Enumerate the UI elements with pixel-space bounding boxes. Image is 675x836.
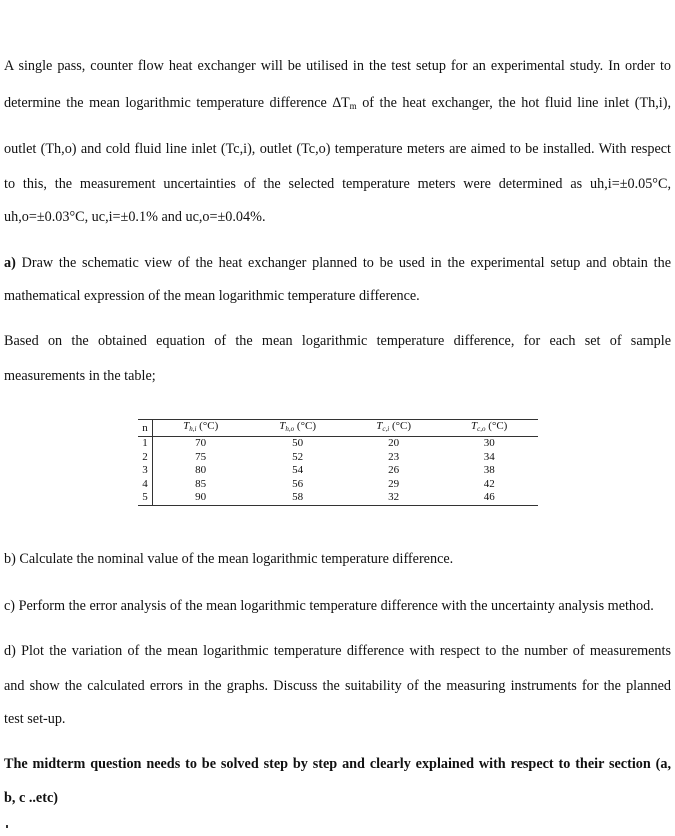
part-a-text: Draw the schematic view of the heat exchanger planned to be used in the experimental setup and obtain the <box>15 255 671 271</box>
intro-line-5: uh,o=±0.03°C, uc,i=±0.1% and uc,o=±0.04%. <box>4 209 266 225</box>
based-on-line-1: Based on the obtained equation of the mean logarithmic temperature difference, for each set of sample <box>4 333 671 349</box>
table-row: 3 80 54 26 38 <box>138 464 538 478</box>
part-a-label: a) <box>4 255 16 271</box>
part-a-line-2: mathematical expression of the mean logarithmic temperature difference. <box>4 288 420 304</box>
part-d-line-2: and show the calculated errors in the graphs. Discuss the suitability of the measuring instruments for the planned <box>4 678 671 694</box>
intro-line-2 <box>4 94 671 115</box>
intro-line-1: A single pass, counter flow heat exchanger will be utilised in the test setup for an experimental study. In order to <box>4 58 671 74</box>
measurement-table <box>138 419 538 506</box>
part-d-line-1: d) Plot the variation of the mean logarithmic temperature difference with respect to the number of measurements <box>4 643 671 659</box>
tm-subscript: m <box>349 101 357 111</box>
table-row: 1 70 50 20 30 <box>138 437 538 451</box>
part-b-line: b) Calculate the nominal value of the mean logarithmic temperature difference. <box>4 551 454 567</box>
part-a-line-1 <box>4 254 671 272</box>
based-on-line-2: measurements in the table; <box>4 368 156 384</box>
part-c-line: c) Perform the error analysis of the mean logarithmic temperature difference with the uncertainty analysis method. <box>4 598 654 614</box>
intro-line-2-a: determine the mean logarithmic temperature difference ∆T <box>4 95 350 111</box>
intro-line-3: outlet (Th,o) and cold fluid line inlet (Tc,i), outlet (Tc,o) temperature meters are aimed to be installed. With respect <box>4 141 671 157</box>
part-d-line-3: test set-up. <box>4 711 66 727</box>
intro-line-4: to this, the measurement uncertainties of the selected temperature meters were determined as uh,i=±0.05°C, <box>4 176 671 192</box>
table-row: 4 85 56 29 42 <box>138 478 538 492</box>
table-header-row <box>138 420 538 437</box>
text-cursor-mark <box>6 825 8 828</box>
header-th-o: $T_{h,o}$ (°C) <box>248 420 347 437</box>
header-tc-o: $T_{c,o}$ (°C) <box>440 420 538 437</box>
table-row: 5 90 58 32 46 <box>138 491 538 505</box>
header-n: n <box>138 420 153 437</box>
midterm-note-line-2: b, c ..etc) <box>4 790 58 806</box>
header-th-i: $T_{h,i}$ (°C) <box>153 420 249 437</box>
intro-line-2-b: of the heat exchanger, the hot fluid line inlet (Th,i), <box>356 95 671 111</box>
table-row: 2 75 52 23 34 <box>138 451 538 465</box>
header-tc-i: $T_{c,i}$ (°C) <box>347 420 440 437</box>
midterm-note-line-1: The midterm question needs to be solved step by step and clearly explained with respect to their section (a, <box>4 756 671 772</box>
